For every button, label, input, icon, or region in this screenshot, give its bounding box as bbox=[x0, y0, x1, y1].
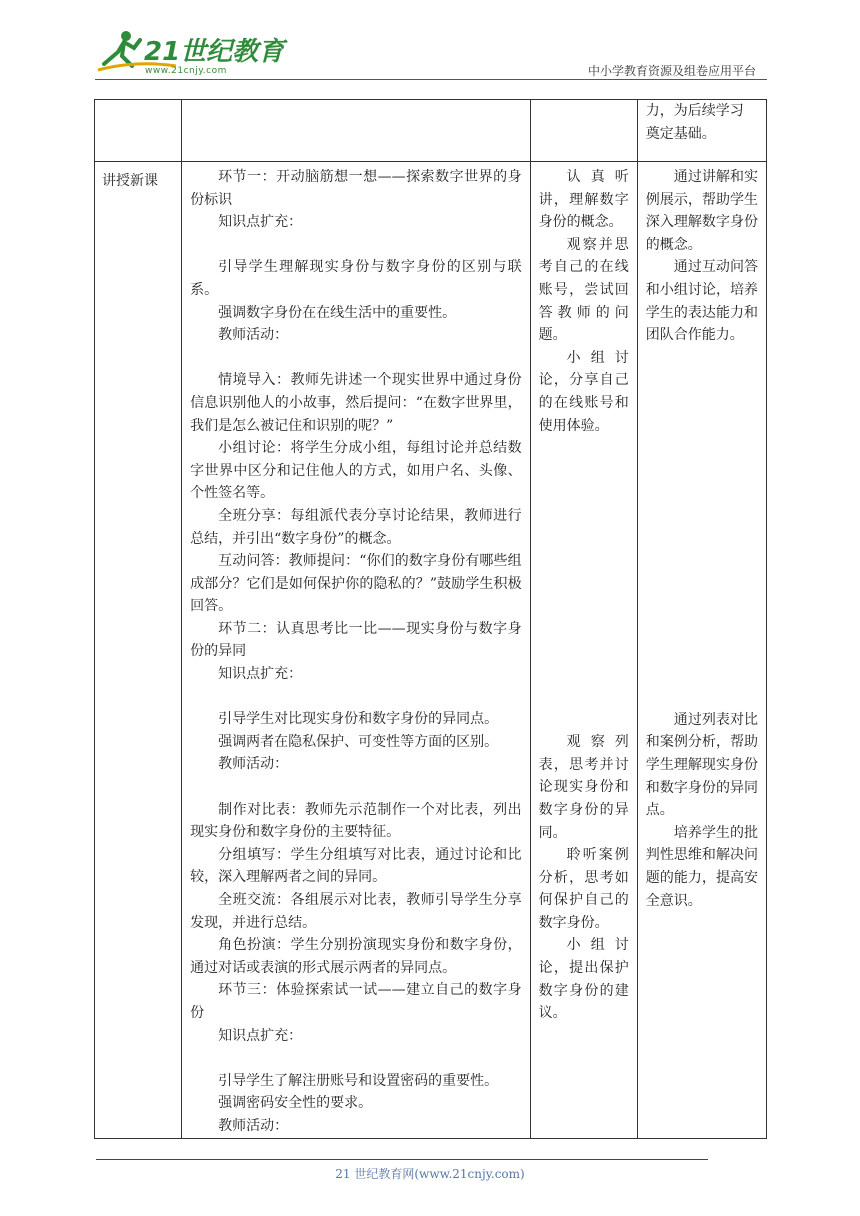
content-para: 知识点扩充： bbox=[218, 1027, 303, 1044]
intent-para: 培养学生的批判性思维和解决问题的能力，提高安全意识。 bbox=[645, 824, 758, 909]
logo-text: 21世纪教育 bbox=[144, 37, 285, 67]
content-para: 分组填写：学生分组填写对比表，通过讨论和比较，深入理解两者之间的异同。 bbox=[190, 846, 522, 886]
table-row bbox=[95, 162, 767, 1139]
intent-cell bbox=[637, 100, 766, 162]
intent-para: 通过讲解和实例展示，帮助学生深入理解数字身份的概念。 bbox=[645, 169, 758, 253]
content-para: 环节三：体验探索试一试——建立自己的数字身份 bbox=[190, 982, 522, 1021]
footer-divider bbox=[96, 1159, 708, 1160]
stage-cell: 讲授新课 bbox=[95, 162, 182, 1139]
content-para: 环节二：认真思考比一比——现实身份与数字身份的异同 bbox=[190, 620, 522, 660]
student-para: 聆听案例分析，思考如何保护自己的数字身份。 bbox=[538, 847, 629, 931]
header-divider bbox=[95, 79, 767, 80]
intent-para: 通过列表对比和案例分析，帮助学生理解现实身份和数字身份的异同点。 bbox=[645, 711, 758, 819]
content-para: 知识点扩充： bbox=[218, 666, 303, 683]
content-para: 教师活动： bbox=[218, 327, 289, 344]
student-para: 观察并思考自己的在线账号，尝试回答教师的问题。 bbox=[538, 236, 629, 344]
logo-url: www.21cnjy.com bbox=[145, 66, 227, 76]
content-para: 角色扮演：学生分别扮演现实身份和数字身份，通过对话或表演的形式展示两者的异同点。 bbox=[190, 937, 522, 976]
content-para: 教师活动： bbox=[218, 756, 289, 773]
intent-cell bbox=[637, 162, 766, 1139]
content-para: 教师活动： bbox=[218, 1117, 289, 1134]
intent-para: 通过互动问答和小组讨论，培养学生的表达能力和团队合作能力。 bbox=[645, 259, 758, 344]
content-para: 强调密码安全性的要求。 bbox=[218, 1095, 373, 1112]
student-para: 认真听讲，理解数字身份的概念。 bbox=[538, 169, 629, 231]
content-para: 环节一：开动脑筋想一想——探索数字世界的身份标识 bbox=[190, 169, 522, 208]
student-para: 小组讨论，分享自己的在线账号和使用体验。 bbox=[538, 349, 629, 434]
intent-line: 奠定基础。 bbox=[645, 125, 716, 142]
content-para: 互动问答：教师提问：“你们的数字身份有哪些组成部分？它们是如何保护你的隐私的？”鼓励学生积极回答。 bbox=[190, 553, 522, 615]
content-para: 引导学生对比现实身份和数字身份的异同点。 bbox=[218, 711, 499, 728]
student-para: 小组讨论，提出保护数字身份的建议。 bbox=[538, 937, 629, 1022]
lesson-table bbox=[94, 99, 767, 1139]
intent-line: 力，为后续学习 bbox=[645, 103, 744, 119]
platform-name: 中小学教育资源及组卷应用平台 bbox=[587, 64, 756, 78]
content-cell bbox=[182, 100, 531, 162]
student-para: 观察列表，思考并讨论现实身份和数字身份的异同。 bbox=[538, 734, 629, 841]
page-header bbox=[0, 0, 860, 86]
stage-cell bbox=[95, 100, 182, 162]
content-para: 引导学生理解现实身份与数字身份的区别与联系。 bbox=[190, 259, 522, 298]
student-cell bbox=[530, 162, 637, 1139]
content-para: 引导学生了解注册账号和设置密码的重要性。 bbox=[218, 1072, 499, 1089]
content-para: 情境导入：教师先讲述一个现实世界中通过身份信息识别他人的小故事，然后提问：“在数字世界里，我们是怎么被记住和识别的呢？” bbox=[190, 372, 522, 434]
content-para: 小组讨论：将学生分成小组，每组讨论并总结数字世界中区分和记住他人的方式，如用户名、头像、个性签名等。 bbox=[190, 440, 522, 502]
content-para: 制作对比表：教师先示范制作一个对比表，列出现实身份和数字身份的主要特征。 bbox=[190, 801, 522, 841]
content-para: 知识点扩充： bbox=[218, 214, 303, 231]
content-para: 全班分享：每组派代表分享讨论结果，教师进行总结，并引出“数字身份”的概念。 bbox=[190, 507, 522, 547]
content-para: 强调数字身份在在线生活中的重要性。 bbox=[218, 304, 457, 321]
content-para: 全班交流：各组展示对比表，教师引导学生分享发现，并进行总结。 bbox=[190, 892, 522, 931]
table-row bbox=[95, 100, 767, 162]
content-para: 强调两者在隐私保护、可变性等方面的区别。 bbox=[218, 733, 499, 750]
content-cell bbox=[182, 162, 531, 1139]
footer-text: 21 世纪教育网(www.21cnjy.com) bbox=[335, 1167, 525, 1181]
student-cell bbox=[530, 100, 637, 162]
